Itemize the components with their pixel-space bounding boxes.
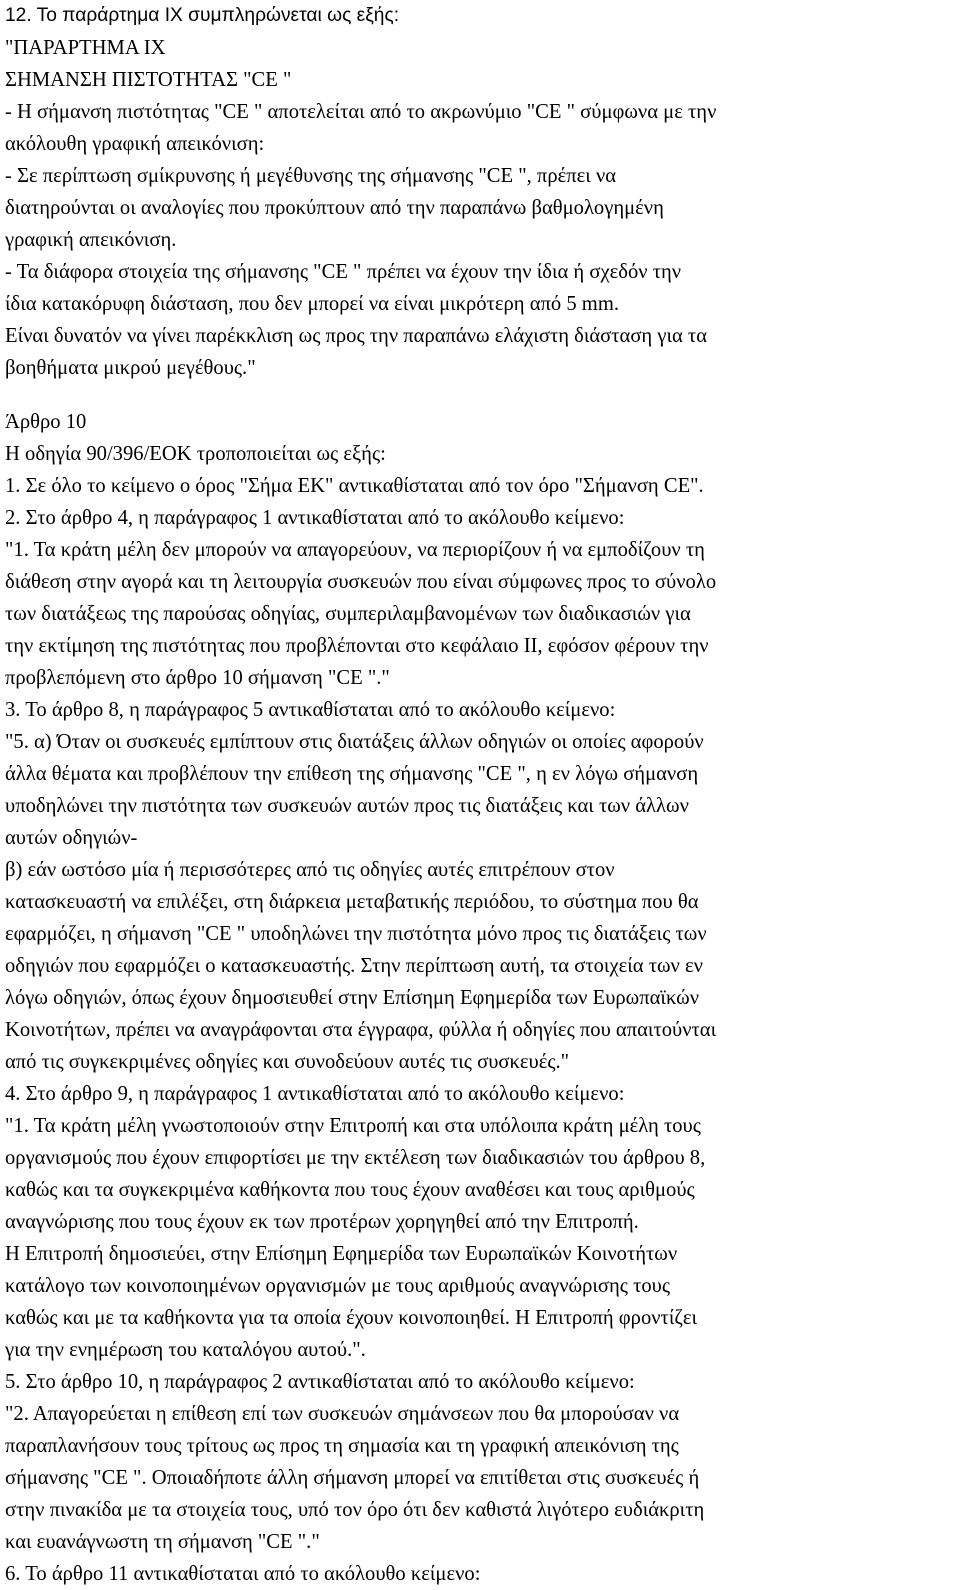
- text-line: ίδια κατακόρυφη διάσταση, που δεν μπορεί να είναι μικρότερη από 5 mm.: [5, 293, 619, 315]
- text-line: γραφική απεικόνιση.: [5, 229, 177, 251]
- text-line: παραπλανήσουν τους τρίτους ως προς τη σημασία και τη γραφική απεικόνιση της: [5, 1435, 679, 1457]
- text-line: Κοινοτήτων, πρέπει να αναγράφονται στα έγγραφα, φύλλα ή οδηγίες που απαιτούνται: [5, 1019, 717, 1041]
- text-line: κατασκευαστή να επιλέξει, στη διάρκεια μεταβατικής περιόδου, το σύστημα που θα: [5, 891, 699, 913]
- text-line: Είναι δυνατόν να γίνει παρέκκλιση ως προς την παραπάνω ελάχιστη διάσταση για τα: [5, 325, 707, 347]
- text-line: των διατάξεως της παρούσας οδηγίας, συμπεριλαμβανομένων των διαδικασιών για: [5, 603, 691, 625]
- text-line: ακόλουθη γραφική απεικόνιση:: [5, 133, 265, 155]
- text-line: καθώς και με τα καθήκοντα για τα οποία έχουν κοινοποιηθεί. Η Επιτροπή φροντίζει: [5, 1307, 698, 1329]
- text-line: 1. Σε όλο το κείμενο ο όρος "Σήμα ΕΚ" αντικαθίσταται από τον όρο "Σήμανση CE".: [5, 475, 704, 497]
- text-line: άλλα θέματα και προβλέπουν την επίθεση της σήμανσης "CE ", η εν λόγω σήμανση: [5, 763, 699, 785]
- text-line: "2. Απαγορεύεται η επίθεση επί των συσκευών σημάνσεων που θα μπορούσαν να: [5, 1403, 680, 1425]
- text-line: διάθεση στην αγορά και τη λειτουργία συσκευών που είναι σύμφωνες προς το σύνολο: [5, 571, 717, 593]
- text-line: στην πινακίδα με τα στοιχεία τους, υπό τον όρο ότι δεν καθιστά λιγότερο ευδιάκριτη: [5, 1499, 705, 1521]
- text-line: καθώς και τα συγκεκριμένα καθήκοντα που τους έχουν αναθέσει και τους αριθμούς: [5, 1179, 695, 1201]
- text-line: "5. α) Όταν οι συσκευές εμπίπτουν στις διατάξεις άλλων οδηγιών οι οποίες αφορούν: [5, 731, 704, 753]
- text-line: για την ενημέρωση του καταλόγου αυτού.".: [5, 1339, 366, 1361]
- text-line: "1. Τα κράτη μέλη γνωστοποιούν στην Επιτροπή και στα υπόλοιπα κράτη μέλη τους: [5, 1115, 701, 1137]
- text-line: 6. Το άρθρο 11 αντικαθίσταται από το ακόλουθο κείμενο:: [5, 1563, 481, 1585]
- article-heading: Άρθρο 10: [5, 411, 87, 433]
- text-line: και ευανάγνωστη τη σήμανση "CE ".": [5, 1531, 320, 1553]
- text-line: - Η σήμανση πιστότητας "CE " αποτελείται από το ακρωνύμιο "CE " σύμφωνα με την: [5, 101, 717, 123]
- text-line: "1. Τα κράτη μέλη δεν μπορούν να απαγορεύουν, να περιορίζουν ή να εμποδίζουν τη: [5, 539, 705, 561]
- text-line: Η Επιτροπή δημοσιεύει, στην Επίσημη Εφημερίδα των Ευρωπαϊκών Κοινοτήτων: [5, 1243, 678, 1265]
- text-line: προβλεπόμενη στο άρθρο 10 σήμανση "CE ".": [5, 667, 390, 689]
- text-line: 4. Στο άρθρο 9, η παράγραφος 1 αντικαθίσταται από το ακόλουθο κείμενο:: [5, 1083, 625, 1105]
- text-line: υποδηλώνει την πιστότητα των συσκευών αυτών προς τις διατάξεις και των άλλων: [5, 795, 689, 817]
- text-line: Η οδηγία 90/396/ΕΟΚ τροποποιείται ως εξής:: [5, 443, 386, 465]
- text-line: από τις συγκεκριμένες οδηγίες και συνοδεύουν αυτές τις συσκευές.": [5, 1051, 570, 1073]
- text-line: ΣΗΜΑΝΣΗ ΠΙΣΤΟΤΗΤΑΣ "CE ": [5, 69, 292, 91]
- text-line: οργανισμούς που έχουν επιφορτίσει με την εκτέλεση των διαδικασιών του άρθρου 8,: [5, 1147, 706, 1169]
- text-line: λόγω οδηγιών, όπως έχουν δημοσιευθεί στην Επίσημη Εφημερίδα των Ευρωπαϊκών: [5, 987, 700, 1009]
- text-line: σήμανσης "CE ". Οποιαδήποτε άλλη σήμανση μπορεί να επιτίθεται στις συσκευές ή: [5, 1467, 700, 1489]
- text-line: "ΠΑΡΑΡΤΗΜΑ IX: [5, 37, 166, 59]
- text-line: 5. Στο άρθρο 10, η παράγραφος 2 αντικαθίσταται από το ακόλουθο κείμενο:: [5, 1371, 635, 1393]
- text-line: - Σε περίπτωση σμίκρυνσης ή μεγέθυνσης της σήμανσης "CE ", πρέπει να: [5, 165, 617, 187]
- text-line: - Τα διάφορα στοιχεία της σήμανσης "CE " πρέπει να έχουν την ίδια ή σχεδόν την: [5, 261, 682, 283]
- text-line: κατάλογο των κοινοποιημένων οργανισμών με τους αριθμούς αναγνώρισης τους: [5, 1275, 671, 1297]
- blank-line: [5, 384, 954, 406]
- text-line: αυτών οδηγιών-: [5, 827, 138, 849]
- text-line: 3. Το άρθρο 8, η παράγραφος 5 αντικαθίσταται από το ακόλουθο κείμενο:: [5, 699, 616, 721]
- text-line: 12. Το παράρτημα IX συμπληρώνεται ως εξής:: [5, 5, 400, 26]
- text-line: οδηγιών που εφαρμόζει ο κατασκευαστής. Στην περίπτωση αυτή, τα στοιχεία των εν: [5, 955, 703, 977]
- text-line: την εκτίμηση της πιστότητας που προβλέπονται στο κεφάλαιο ΙΙ, εφόσον φέρουν την: [5, 635, 709, 657]
- text-line: αναγνώρισης που τους έχουν εκ των προτέρων χορηγηθεί από την Επιτροπή.: [5, 1211, 639, 1233]
- text-line: β) εάν ωστόσο μία ή περισσότερες από τις οδηγίες αυτές επιτρέπουν στον: [5, 859, 615, 881]
- text-line: διατηρούνται οι αναλογίες που προκύπτουν από την παραπάνω βαθμολογημένη: [5, 197, 664, 219]
- text-line: 2. Στο άρθρο 4, η παράγραφος 1 αντικαθίσταται από το ακόλουθο κείμενο:: [5, 507, 625, 529]
- text-line: βοηθήματα μικρού μεγέθους.": [5, 357, 256, 379]
- text-line: εφαρμόζει, η σήμανση "CE " υποδηλώνει την πιστότητα μόνο προς τις διατάξεις των: [5, 923, 707, 945]
